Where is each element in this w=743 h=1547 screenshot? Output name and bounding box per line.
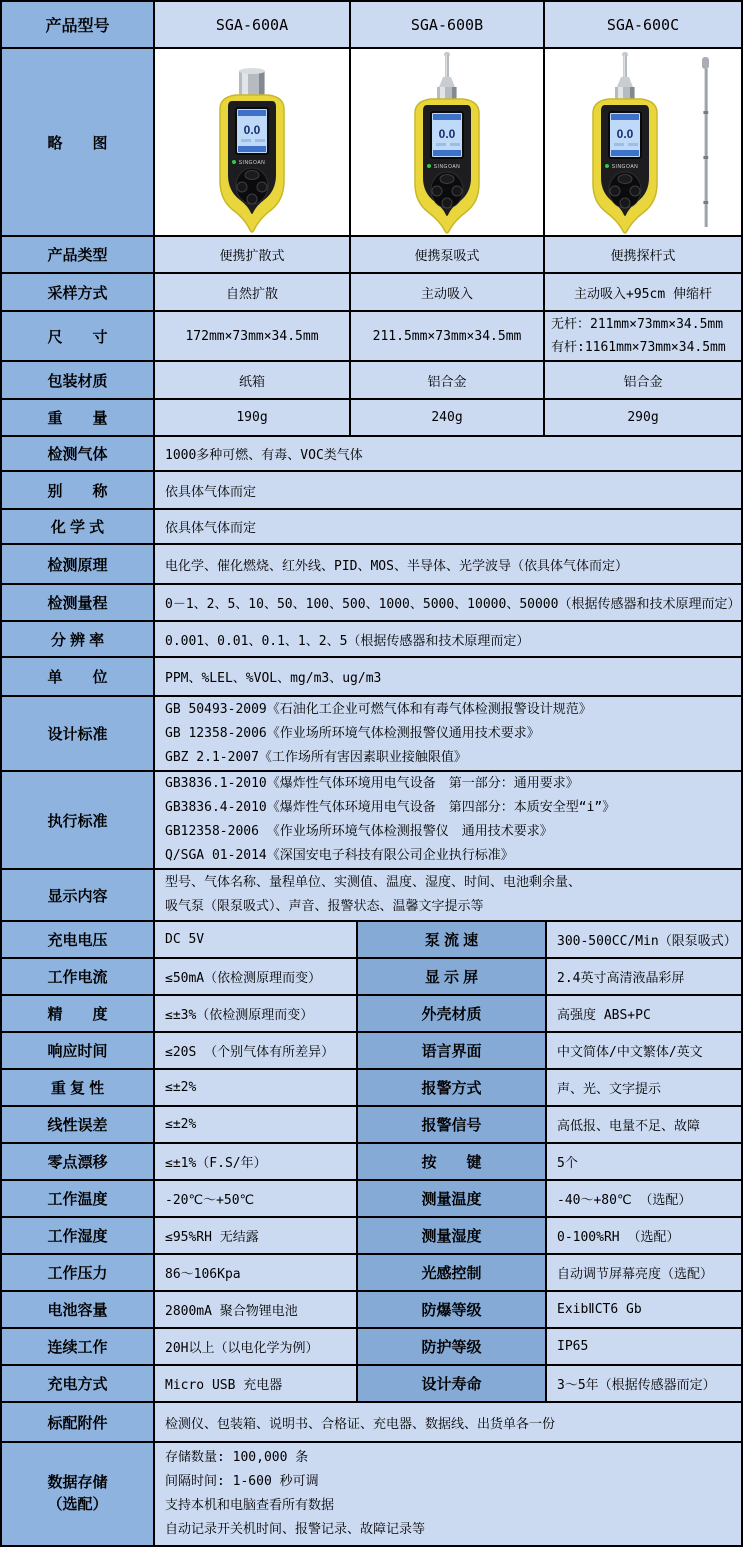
row-value: 铝合金 (351, 362, 545, 398)
spec-row-detected-gas (2, 437, 741, 472)
device-illustration-sga-600c (553, 51, 733, 235)
row-value: 主动吸入+95cm 伸缩杆 (545, 274, 741, 310)
spec-row-dimensions (2, 312, 741, 362)
row-value (155, 870, 741, 920)
row-label: 零点漂移 (2, 1144, 155, 1179)
row-value: ≤±1%（F.S/年） (155, 1144, 358, 1179)
display-line: 型号、气体名称、量程单位、实测值、温度、湿度、时间、电池剩余量、 (165, 875, 582, 890)
pump-probe-icon (437, 52, 457, 101)
spec-pair-row (2, 1292, 741, 1329)
row-value: 2.4英寸高清液晶彩屏 (547, 959, 741, 994)
row-value: PPM、%LEL、%VOL、mg/m3、ug/m3 (155, 658, 741, 695)
row-label: 线性误差 (2, 1107, 155, 1142)
spec-row-accessories (2, 1403, 741, 1443)
row-label: 包装材质 (2, 362, 155, 398)
screen-info-bar (614, 143, 624, 146)
row-label: 产品类型 (2, 237, 155, 272)
row-value: ≤±3%（依检测原理而变） (155, 996, 358, 1031)
row-value: DC 5V (155, 922, 358, 957)
row-label: 重 量 (2, 400, 155, 435)
spec-row-execution-standards (2, 772, 741, 870)
row-value: 依具体气体而定 (155, 472, 741, 508)
screen-status-bar (238, 110, 266, 116)
screen-reading: 0.0 (243, 123, 261, 137)
brand-label: SINGOAN (238, 160, 266, 166)
display-line: 吸气泵（限泵吸式）、声音、报警状态、温馨文字提示等 (165, 899, 484, 914)
row-label: 采样方式 (2, 274, 155, 310)
screen-bottom-bar (238, 146, 266, 152)
row-value: 自然扩散 (155, 274, 351, 310)
row-value: 0-100%RH （选配） (547, 1218, 741, 1253)
row-label: 测量湿度 (358, 1218, 547, 1253)
row-label: 响应时间 (2, 1033, 155, 1068)
storage-line: 自动记录开关机时间、报警记录、故障记录等 (165, 1522, 426, 1537)
spec-row-weight (2, 400, 741, 437)
row-label: 工作湿度 (2, 1218, 155, 1253)
spec-pair-row (2, 1107, 741, 1144)
row-value: 便携扩散式 (155, 237, 351, 272)
standard-line: GB 50493-2009《石油化工企业可燃气体和有毒气体检测报警设计规范》 (165, 701, 592, 717)
row-label: 显 示 屏 (358, 959, 547, 994)
row-label: 显示内容 (2, 870, 155, 920)
spec-pair-row (2, 959, 741, 996)
spec-pair-row (2, 1255, 741, 1292)
spec-row-packaging (2, 362, 741, 400)
row-label: 充电电压 (2, 922, 155, 957)
model-name-sga-600b: SGA-600B (351, 2, 545, 47)
row-value: 86～106Kpa (155, 1255, 358, 1290)
row-label: 防爆等级 (358, 1292, 547, 1327)
row-value: 300-500CC/Min（限泵吸式） (547, 922, 741, 957)
standard-line: GB3836.1-2010《爆炸性气体环境用电气设备 第一部分：通用要求》 (165, 776, 579, 791)
row-value: 便携探杆式 (545, 237, 741, 272)
row-value: 依具体气体而定 (155, 510, 741, 543)
standard-line: GB3836.4-2010《爆炸性气体环境用电气设备 第四部分：本质安全型“i”》 (165, 800, 616, 815)
sketch-cell-a (155, 49, 351, 235)
screen-reading: 0.0 (438, 127, 456, 141)
spec-pair-row (2, 1366, 741, 1403)
row-label: 语言界面 (358, 1033, 547, 1068)
spec-row-data-storage (2, 1443, 741, 1545)
row-value: 20H以上（以电化学为例） (155, 1329, 358, 1364)
spec-row-design-standards (2, 697, 741, 772)
button-cluster (609, 172, 641, 208)
row-label: 检测气体 (2, 437, 155, 470)
screen-info-bar (255, 139, 265, 142)
spec-row-detection-range (2, 585, 741, 622)
storage-line: 存储数量: 100,000 条 (165, 1450, 309, 1465)
led-indicator (605, 164, 609, 168)
spec-row-sampling-method (2, 274, 741, 312)
screen-reading: 0.0 (616, 127, 634, 141)
button-cluster (236, 168, 268, 204)
row-label: 单 位 (2, 658, 155, 695)
label-line: （选配） (47, 1496, 108, 1513)
spec-row-display-content (2, 870, 741, 922)
row-value: 5个 (547, 1144, 741, 1179)
row-label: 工作温度 (2, 1181, 155, 1216)
row-value: 中文简体/中文繁体/英文 (547, 1033, 741, 1068)
row-label: 设计寿命 (358, 1366, 547, 1401)
row-value: ≤50mA（依检测原理而变） (155, 959, 358, 994)
spec-pair-row (2, 1181, 741, 1218)
led-indicator (427, 164, 431, 168)
row-label: 泵 流 速 (358, 922, 547, 957)
standard-line: Q/SGA 01-2014《深国安电子科技有限公司企业执行标准》 (165, 848, 514, 863)
sketch-row (2, 49, 741, 237)
row-label: 防护等级 (358, 1329, 547, 1364)
screen-info-bar (628, 143, 638, 146)
row-value: 高低报、电量不足、故障 (547, 1107, 741, 1142)
row-value: 3～5年（根据传感器而定） (547, 1366, 741, 1401)
spec-pair-row (2, 1144, 741, 1181)
row-value: 0.001、0.01、0.1、1、2、5（根据传感器和技术原理而定） (155, 622, 741, 656)
row-label: 精 度 (2, 996, 155, 1031)
row-value: 检测仪、包装箱、说明书、合格证、充电器、数据线、出货单各一份 (155, 1403, 741, 1441)
storage-line: 间隔时间: 1-600 秒可调 (165, 1474, 319, 1489)
row-value: ≤95%RH 无结露 (155, 1218, 358, 1253)
screen-info-bar (450, 143, 460, 146)
model-name-sga-600c: SGA-600C (545, 2, 741, 47)
row-value: ExibⅡCT6 Gb (547, 1292, 741, 1327)
row-label: 标配附件 (2, 1403, 155, 1441)
row-label: 报警信号 (358, 1107, 547, 1142)
dimension-line: 无杆：211mm×73mm×34.5mm (551, 317, 724, 332)
row-value (545, 312, 741, 360)
standard-line: GB 12358-2006《作业场所环境气体检测报警仪通用技术要求》 (165, 725, 540, 741)
standard-line: GB12358-2006 《作业场所环境气体检测报警仪 通用技术要求》 (165, 824, 553, 839)
row-value: -40～+80℃ （选配） (547, 1181, 741, 1216)
screen-info-bar (241, 139, 251, 142)
spec-pair-row (2, 996, 741, 1033)
row-value: -20℃～+50℃ (155, 1181, 358, 1216)
spec-row-resolution (2, 622, 741, 658)
sketch-cell-c (545, 49, 741, 235)
row-label: 充电方式 (2, 1366, 155, 1401)
row-value: ≤±2% (155, 1107, 358, 1142)
brand-label: SINGOAN (611, 164, 639, 170)
row-value: 主动吸入 (351, 274, 545, 310)
spec-pair-row (2, 1033, 741, 1070)
spec-row-units (2, 658, 741, 697)
dimension-line: 有杆:1161mm×73mm×34.5mm (551, 340, 726, 355)
screen-bottom-bar (433, 150, 461, 156)
row-value: 2800mA 聚合物锂电池 (155, 1292, 358, 1327)
row-value (155, 772, 741, 868)
spec-pair-row (2, 1218, 741, 1255)
row-value: 172mm×73mm×34.5mm (155, 312, 351, 360)
standard-line: GBZ 2.1-2007《工作场所有害因素职业接触限值》 (165, 749, 467, 765)
row-label: 光感控制 (358, 1255, 547, 1290)
row-value (155, 1443, 741, 1545)
spec-pair-row (2, 922, 741, 959)
row-label: 报警方式 (358, 1070, 547, 1105)
spec-row-detection-principle (2, 545, 741, 585)
row-value: 0－1、2、5、10、50、100、500、1000、5000、10000、50000（根据传感器和技术原理而定） (155, 585, 741, 620)
row-label: 连续工作 (2, 1329, 155, 1364)
row-value: 声、光、文字提示 (547, 1070, 741, 1105)
row-value: 高强度 ABS+PC (547, 996, 741, 1031)
row-label: 尺 寸 (2, 312, 155, 360)
row-label: 检测原理 (2, 545, 155, 583)
row-label: 别 称 (2, 472, 155, 508)
spec-pair-row (2, 1329, 741, 1366)
row-value: 240g (351, 400, 545, 435)
row-value: 1000多种可燃、有毒、VOC类气体 (155, 437, 741, 470)
device-illustration-sga-600b (357, 51, 537, 235)
row-value: IP65 (547, 1329, 741, 1364)
spec-row-product-type (2, 237, 741, 274)
row-value (155, 697, 741, 770)
spec-pair-row (2, 1070, 741, 1107)
row-label: 重 复 性 (2, 1070, 155, 1105)
row-label: 按 键 (358, 1144, 547, 1179)
row-label: 电池容量 (2, 1292, 155, 1327)
row-value: 铝合金 (545, 362, 741, 398)
row-value: 电化学、催化燃烧、红外线、PID、MOS、半导体、光学波导（依具体气体而定） (155, 545, 741, 583)
pump-probe-icon (615, 52, 635, 101)
row-value: 211.5mm×73mm×34.5mm (351, 312, 545, 360)
row-value: 290g (545, 400, 741, 435)
screen-info-bar (436, 143, 446, 146)
button-cluster (431, 172, 463, 208)
storage-line: 支持本机和电脑查看所有数据 (165, 1498, 335, 1513)
spec-row-chemical-formula (2, 510, 741, 545)
row-label: 分 辨 率 (2, 622, 155, 656)
telescopic-rod-icon (702, 57, 709, 227)
row-label-sketch: 略 图 (2, 49, 155, 235)
row-value: ≤20S （个别气体有所差异） (155, 1033, 358, 1068)
row-label: 工作电流 (2, 959, 155, 994)
row-label: 检测量程 (2, 585, 155, 620)
row-label: 测量温度 (358, 1181, 547, 1216)
row-value: 纸箱 (155, 362, 351, 398)
sketch-cell-b (351, 49, 545, 235)
row-label: 外壳材质 (358, 996, 547, 1031)
row-value: 便携泵吸式 (351, 237, 545, 272)
row-label: 工作压力 (2, 1255, 155, 1290)
row-value: 190g (155, 400, 351, 435)
row-label (2, 1443, 155, 1545)
model-name-sga-600a: SGA-600A (155, 2, 351, 47)
led-indicator (232, 160, 236, 164)
label-line: 数据存储 (47, 1474, 108, 1491)
device-illustration-sga-600a (162, 51, 342, 235)
row-value: ≤±2% (155, 1070, 358, 1105)
row-value: 自动调节屏幕亮度（选配） (547, 1255, 741, 1290)
screen-bottom-bar (611, 150, 639, 156)
row-label: 执行标准 (2, 772, 155, 868)
row-label: 化 学 式 (2, 510, 155, 543)
screen-status-bar (611, 114, 639, 120)
row-label: 设计标准 (2, 697, 155, 770)
row-label-product-model: 产品型号 (2, 2, 155, 47)
screen-status-bar (433, 114, 461, 120)
brand-label: SINGOAN (433, 164, 461, 170)
header-row (2, 2, 741, 49)
spec-row-alias (2, 472, 741, 510)
row-value: Micro USB 充电器 (155, 1366, 358, 1401)
